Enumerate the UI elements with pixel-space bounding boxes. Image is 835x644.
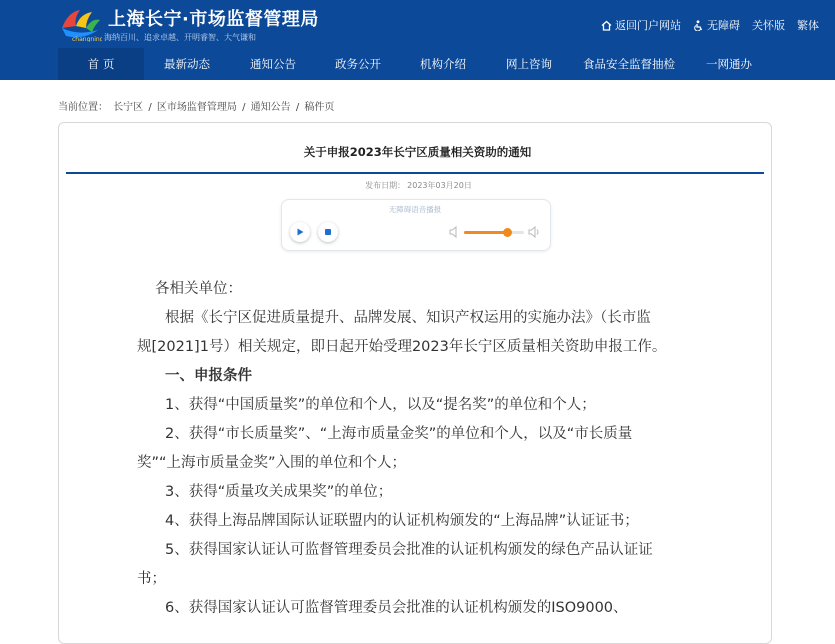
volume-high-icon[interactable]	[528, 226, 542, 238]
breadcrumb-item: 稿件页	[304, 102, 335, 113]
article-paragraph: 2、获得“市长质量奖”、“上海市质量金奖”的单位和个人，以及“市长质量	[165, 426, 633, 442]
volume-low-icon[interactable]	[449, 226, 460, 238]
site-slogan: 海纳百川、追求卓越、开明睿智、大气谦和	[104, 33, 256, 42]
section-heading: 一、申报条件	[165, 368, 252, 384]
breadcrumb-separator: /	[145, 102, 155, 113]
nav-government-affairs[interactable]: 政务公开	[335, 57, 381, 71]
stop-icon	[323, 227, 333, 237]
article-paragraph: 奖”“上海市质量金奖”入围的单位和个人；	[137, 455, 407, 471]
publish-date	[0, 180, 835, 191]
nav-online-consult[interactable]: 网上咨询	[506, 57, 552, 71]
breadcrumb-separator: /	[292, 102, 303, 113]
svg-text:changning: changning	[72, 36, 102, 42]
stop-button[interactable]	[318, 222, 338, 242]
return-portal-link[interactable]	[601, 17, 681, 33]
title-divider	[66, 172, 764, 174]
site-logo[interactable]	[58, 6, 102, 42]
nav-latest-news[interactable]: 最新动态	[164, 57, 210, 71]
volume-slider-track[interactable]	[464, 231, 524, 234]
traditional-chinese-link[interactable]	[797, 17, 819, 33]
nav-food-safety[interactable]: 食品安全监督抽检	[583, 57, 675, 71]
article-paragraph: 各相关单位：	[155, 281, 242, 297]
play-icon	[295, 227, 305, 237]
article-paragraph: 书；	[137, 571, 166, 587]
elderly-mode-label: 关怀版	[752, 19, 785, 32]
article-title: 关于申报2023年长宁区质量相关资助的通知	[303, 145, 532, 159]
nav-home[interactable]: 首 页	[58, 48, 144, 80]
breadcrumb	[58, 98, 336, 113]
traditional-chinese-label: 繁体	[797, 19, 819, 32]
volume-slider-fill	[464, 231, 507, 234]
publish-date-value: 2023年03月20日	[407, 181, 472, 190]
publish-date-label: 发布日期：	[365, 181, 406, 190]
site-title: 上海长宁·市场监督管理局	[108, 9, 319, 30]
article-paragraph: 5、获得国家认证认可监督管理委员会批准的认证机构颁发的绿色产品认证证	[165, 542, 653, 558]
volume-slider-handle[interactable]	[503, 228, 512, 237]
accessibility-icon	[693, 20, 704, 31]
article-paragraph: 1、获得“中国质量奖”的单位和个人，以及“提名奖”的单位和个人；	[165, 397, 596, 413]
breadcrumb-item[interactable]: 通知公告	[250, 102, 291, 113]
article-paragraph: 根据《长宁区促进质量提升、品牌发展、知识产权运用的实施办法》（长市监	[165, 310, 651, 326]
utility-links	[589, 17, 819, 33]
nav-one-stop[interactable]: 一网通办	[706, 57, 752, 71]
return-portal-label: 返回门户网站	[615, 19, 681, 32]
elderly-mode-link[interactable]	[752, 17, 785, 33]
article-paragraph: 规[2021]1号）相关规定，即日起开始受理2023年长宁区质量相关资助申报工作。	[137, 339, 667, 355]
nav-about[interactable]: 机构介绍	[420, 57, 466, 71]
breadcrumb-item[interactable]: 长宁区	[113, 102, 144, 113]
article-paragraph: 3、获得“质量攻关成果奖”的单位；	[165, 484, 393, 500]
breadcrumb-separator: /	[238, 102, 249, 113]
accessibility-label: 无障碍	[707, 19, 740, 32]
nav-notices[interactable]: 通知公告	[250, 57, 296, 71]
article-paragraph: 6、获得国家认证认可监督管理委员会批准的认证机构颁发的ISO9000、	[165, 600, 628, 616]
breadcrumb-item[interactable]: 区市场监督管理局	[156, 102, 237, 113]
accessibility-link[interactable]	[693, 17, 740, 33]
article-paragraph: 4、获得上海品牌国际认证联盟内的认证机构颁发的“上海品牌”认证证书；	[165, 513, 639, 529]
home-icon	[601, 20, 612, 31]
breadcrumb-prefix: 当前位置：	[58, 102, 108, 113]
play-button[interactable]	[290, 222, 310, 242]
audio-player-label: 无障碍语音播报	[388, 205, 442, 214]
